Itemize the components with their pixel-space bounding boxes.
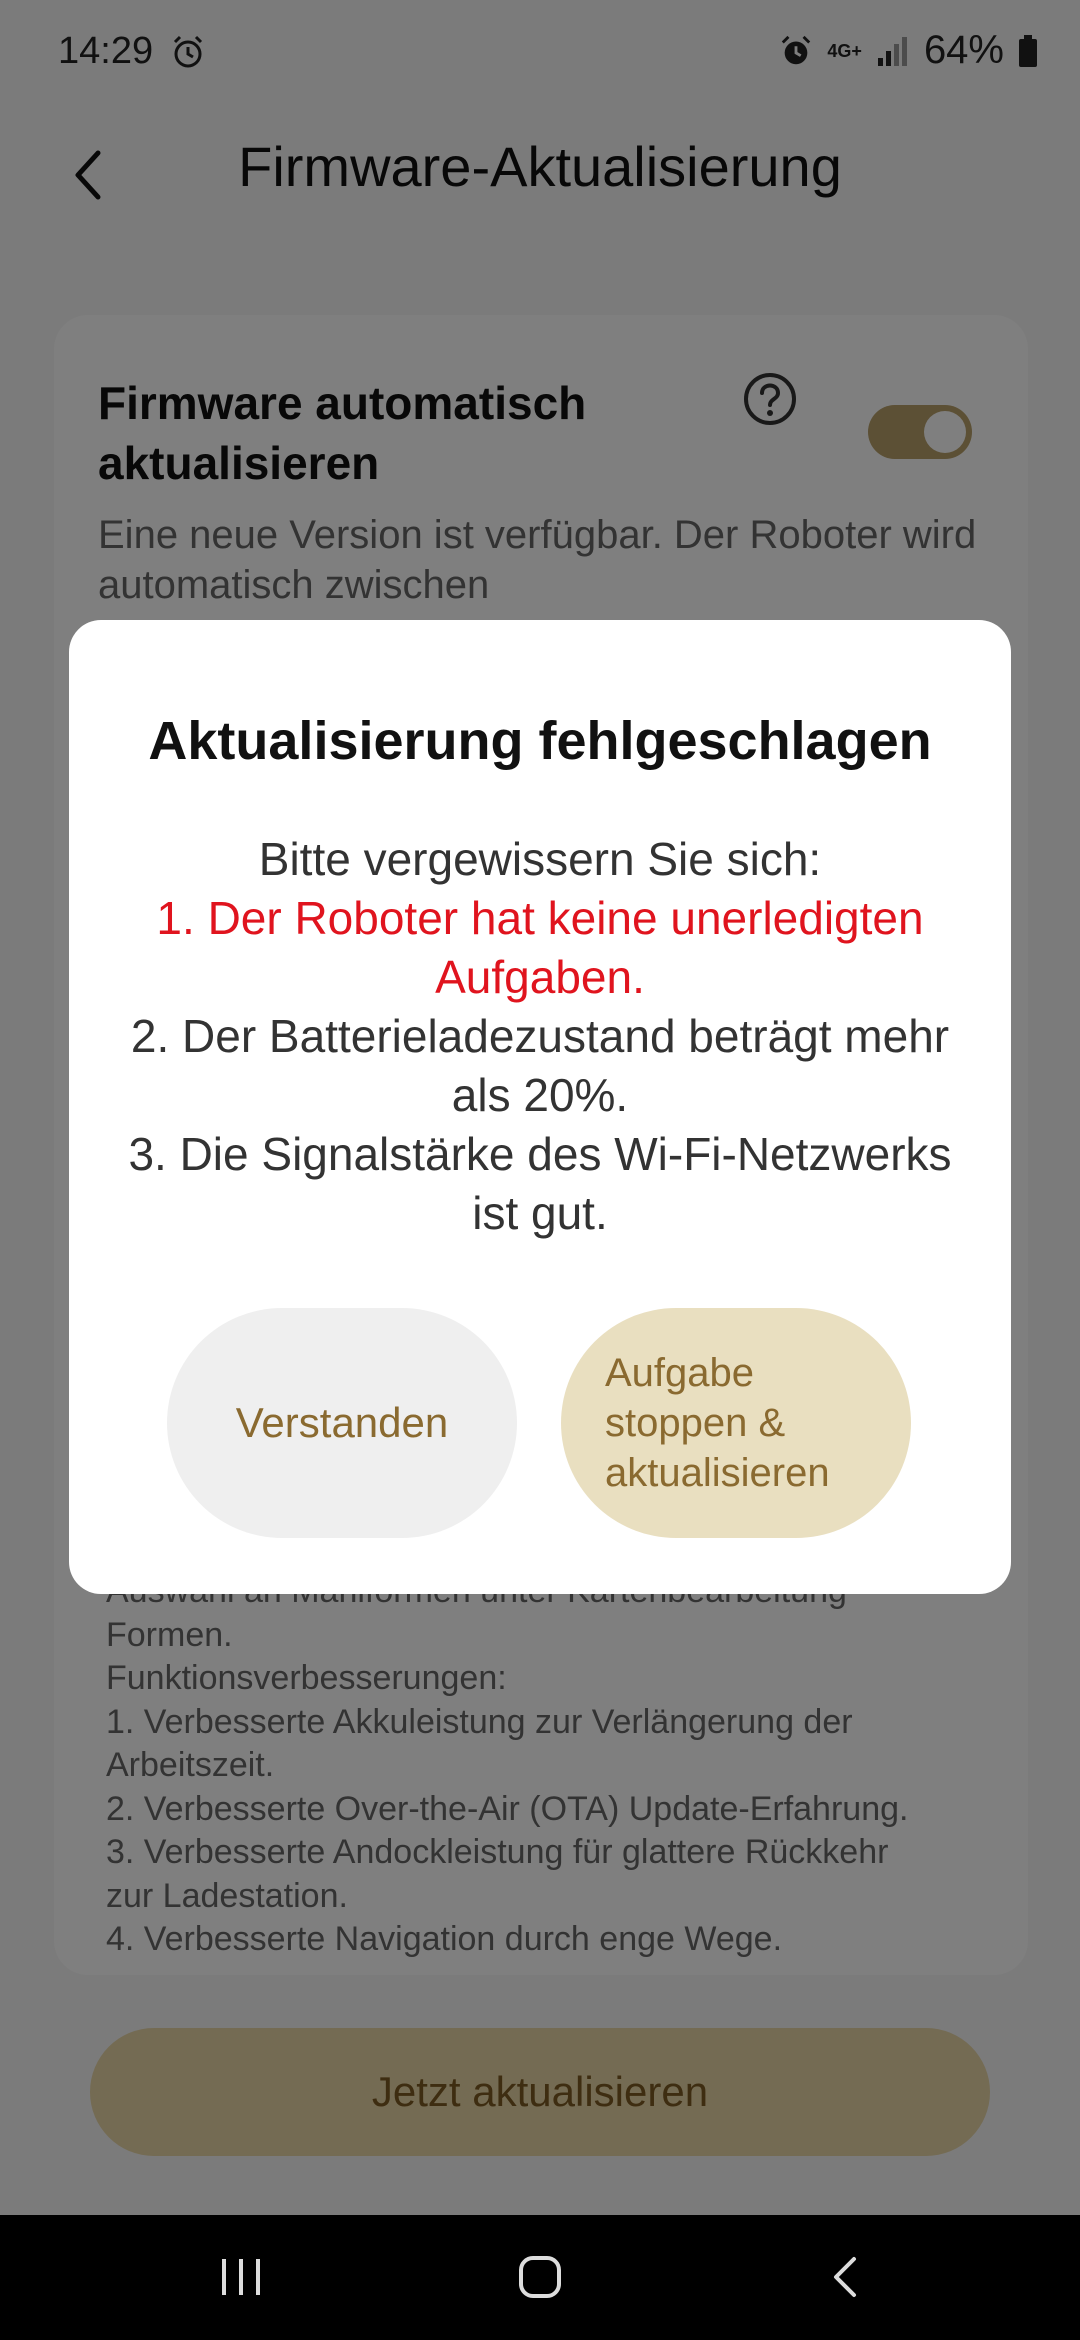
dialog-intro: Bitte vergewissern Sie sich: <box>258 833 822 885</box>
stop-task-and-update-button[interactable] <box>561 1308 911 1538</box>
system-nav-bar <box>0 2215 1080 2340</box>
update-failed-dialog <box>69 620 1011 1594</box>
dialog-item-3: 3. Die Signalstärke des Wi-Fi-Netzwerks ist gut. <box>128 1128 952 1239</box>
back-icon[interactable] <box>828 2253 862 2301</box>
dialog-item-2: 2. Der Batterieladezustand beträgt mehr als 20%. <box>130 1010 950 1121</box>
stop-task-and-update-label: Aufgabe stoppen & aktualisieren <box>605 1351 830 1495</box>
understood-button[interactable]: Verstanden <box>167 1308 517 1538</box>
dialog-message <box>109 830 971 1243</box>
dialog-item-1: 1. Der Roboter hat keine unerledigten Aufgaben. <box>156 892 924 1003</box>
dialog-title: Aktualisierung fehlgeschlagen <box>148 711 932 771</box>
home-icon[interactable] <box>518 2253 562 2301</box>
recents-icon[interactable] <box>218 2255 264 2299</box>
